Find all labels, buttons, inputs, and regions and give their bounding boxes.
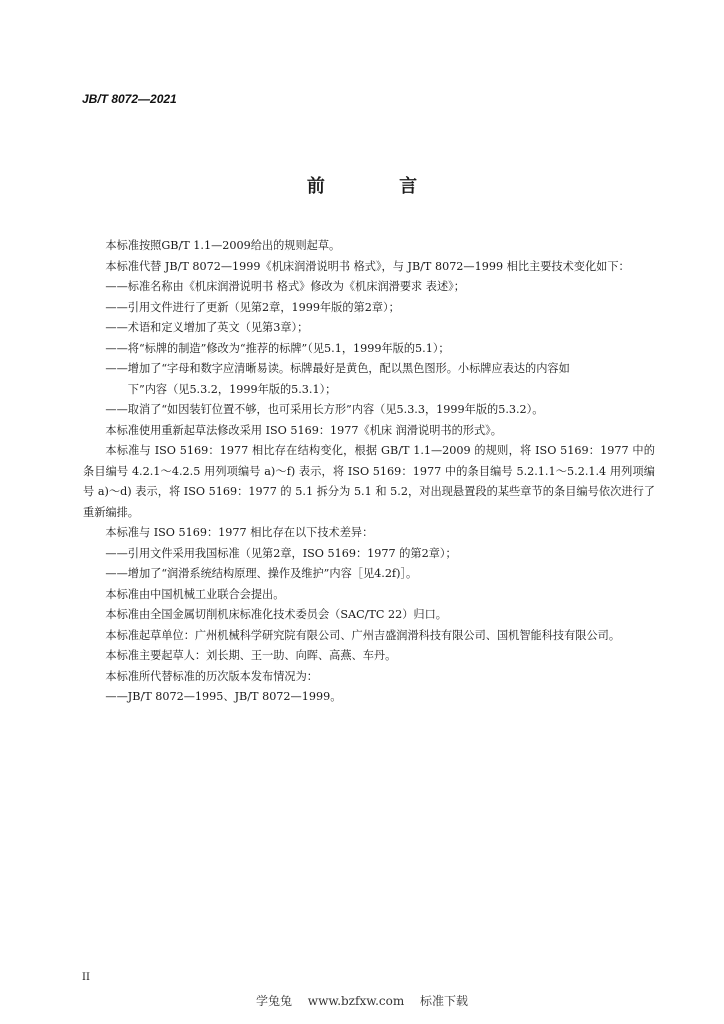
site-name: 学兔兔 xyxy=(255,994,292,1008)
paragraph: 本标准所代替标准的历次版本发布情况为： xyxy=(105,669,318,683)
list-item: ——标准名称由《机床润滑说明书 格式》修改为《机床润滑要求 表述》； xyxy=(105,280,465,293)
list-item-line: ——增加了“字母和数字应清晰易读。标牌最好是黄色，配以黑色图形。小标牌应表达的内容如 xyxy=(105,362,570,375)
page-number: II xyxy=(82,972,90,983)
list-item xyxy=(83,359,655,400)
list-item: ——取消了“如因装钉位置不够，也可采用长方形”内容（见5.3.3，1999年版的5.3.2）。 xyxy=(105,403,544,416)
standard-code: JB/T 8072—2021 xyxy=(82,92,177,106)
list-item: ——术语和定义增加了英文（见第3章）； xyxy=(105,321,309,334)
paragraph: 本标准代替 JB/T 8072—1999《机床润滑说明书 格式》，与 JB/T 8072—1999 相比主要技术变化如下： xyxy=(105,259,630,273)
paragraph: 本标准起草单位：广州机械科学研究院有限公司、广州吉盛润滑科技有限公司、国机智能科技有限公司。 xyxy=(105,628,621,642)
paragraph: 本标准使用重新起草法修改采用 ISO 5169：1977《机床 润滑说明书的形式》。 xyxy=(105,423,502,437)
list-item: ——增加了“润滑系统结构原理、操作及维护”内容［见4.2f)］。 xyxy=(105,567,418,580)
site-tagline: 标准下载 xyxy=(420,994,469,1008)
list-item: ——引用文件采用我国标准（见第2章，ISO 5169：1977 的第2章）； xyxy=(105,546,457,560)
list-item: ——JB/T 8072—1995、JB/T 8072—1999。 xyxy=(105,690,342,703)
list-item: ——引用文件进行了更新（见第2章，1999年版的第2章）； xyxy=(105,300,400,314)
list-item-continuation: 下”内容（见5.3.2，1999年版的5.3.1）； xyxy=(127,382,337,396)
foreword-body xyxy=(83,236,655,708)
paragraph: 本标准由中国机械工业联合会提出。 xyxy=(105,587,285,601)
site-url[interactable]: www.bzfxw.com xyxy=(307,994,405,1008)
list-item: ——将“标牌的制造”修改为“推荐的标牌”（见5.1，1999年版的5.1）； xyxy=(105,341,450,355)
paragraph: 本标准按照GB/T 1.1—2009给出的规则起草。 xyxy=(105,239,341,252)
page-title: 前 言 xyxy=(306,176,452,197)
paragraph: 本标准与 ISO 5169：1977 相比存在结构变化，根据 GB/T 1.1—2009 的规则，将 ISO 5169：1977 中的条目编号 4.2.1～4.2.5 用列项编号 a)～f) 表示，将 ISO 5169：1977 中的条目编号 5.2.1.1～5.2.1.4 用列项编号 a)～d) 表示，将 ISO 5169：1977 的 5.1 拆分为 5.1 和 5.2，对出现悬置段的某些章节的条目编号依次进行了重新编排。 xyxy=(83,444,655,519)
paragraph: 本标准由全国金属切削机床标准化技术委员会（SAC/TC 22）归口。 xyxy=(105,608,447,621)
watermark-footer xyxy=(0,992,724,1009)
paragraph: 本标准主要起草人：刘长期、王一助、向晖、高燕、车丹。 xyxy=(105,649,397,662)
paragraph: 本标准与 ISO 5169：1977 相比存在以下技术差异： xyxy=(105,526,374,539)
